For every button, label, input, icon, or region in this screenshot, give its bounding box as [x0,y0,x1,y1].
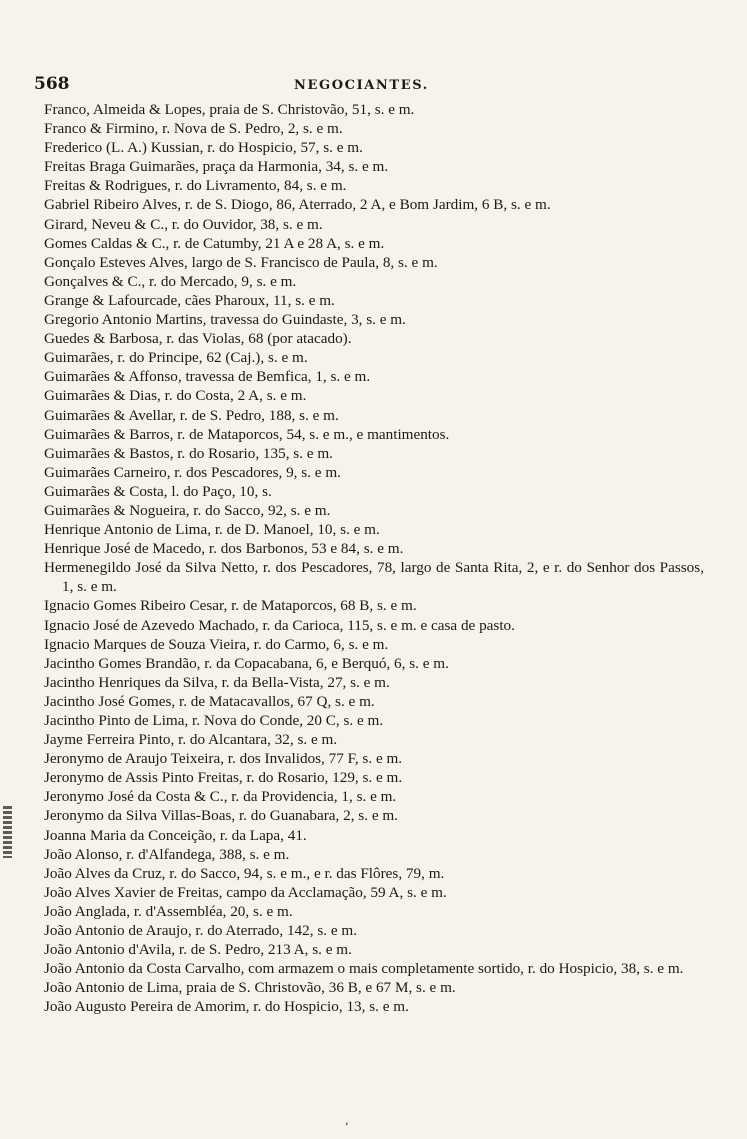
list-item: Franco & Firmino, r. Nova de S. Pedro, 2, s. e m. [44,120,343,138]
list-item: Guimarães & Nogueira, r. do Sacco, 92, s. e m. [44,501,331,519]
list-item: Jacintho Gomes Brandão, r. da Copacabana, 6, e Berquó, 6, s. e m. [44,654,449,672]
list-item: Ignacio Marques de Souza Vieira, r. do Carmo, 6, s. e m. [44,635,389,653]
list-item: Jacintho Pinto de Lima, r. Nova do Conde, 20 C, s. e m. [44,712,384,729]
list-item: João Antonio d'Avila, r. de S. Pedro, 213 A, s. e m. [44,941,352,959]
list-item: Guimarães & Avellar, r. de S. Pedro, 188, s. e m. [44,406,339,424]
list-item: Guimarães, r. do Principe, 62 (Caj.), s. e m. [44,349,308,367]
list-item: João Anglada, r. d'Assembléa, 20, s. e m. [44,902,293,920]
list-item: João Antonio de Lima, praia de S. Christovão, 36 B, e 67 M, s. e m. [44,979,456,997]
list-item: Henrique Antonio de Lima, r. de D. Manoel, 10, s. e m. [44,521,380,539]
list-item: João Alves Xavier de Freitas, campo da Acclamação, 59 A, s. e m. [44,883,447,901]
list-item: João Alves da Cruz, r. do Sacco, 94, s. e m., e r. das Flôres, 79, m. [44,864,445,882]
list-item: Jacintho Henriques da Silva, r. da Bella-Vista, 27, s. e m. [44,673,390,691]
list-item: João Antonio de Araujo, r. do Aterrado, 142, s. e m. [44,922,357,940]
list-item: Girard, Neveu & C., r. do Ouvidor, 38, s. e m. [44,215,323,233]
list-item: Freitas Braga Guimarães, praça da Harmonia, 34, s. e m. [44,158,389,176]
list-item: Franco, Almeida & Lopes, praia de S. Christovão, 51, s. e m. [44,101,415,118]
binding-edge-mark [3,806,12,858]
list-item: Jeronymo de Araujo Teixeira, r. dos Invalidos, 77 F, s. e m. [44,750,403,768]
list-item: Gonçalo Esteves Alves, largo de S. Francisco de Paula, 8, s. e m. [44,253,438,271]
list-item: Guimarães & Affonso, travessa de Bemfica, 1, s. e m. [44,368,371,386]
list-item: Guimarães & Costa, l. do Paço, 10, s. [44,482,272,500]
list-item: Ignacio Gomes Ribeiro Cesar, r. de Mataporcos, 68 B, s. e m. [44,597,417,615]
page-number: 568 [34,74,70,94]
running-head-title: NEGOCIANTES. [294,78,429,93]
list-item: Gabriel Ribeiro Alves, r. de S. Diogo, 86, Aterrado, 2 A, e Bom Jardim, 6 B, s. e m. [44,196,551,214]
list-item: Joanna Maria da Conceição, r. da Lapa, 41. [44,826,307,844]
list-item: Jeronymo José da Costa & C., r. da Providencia, 1, s. e m. [44,788,397,806]
list-item: Guimarães & Barros, r. de Mataporcos, 54, s. e m., e mantimentos. [44,425,450,443]
list-item: João Alonso, r. d'Alfandega, 388, s. e m. [44,845,290,863]
list-item: Gomes Caldas & C., r. de Catumby, 21 A e 28 A, s. e m. [44,234,385,252]
list-item: Gregorio Antonio Martins, travessa do Guindaste, 3, s. e m. [44,311,406,329]
list-item: Freitas & Rodrigues, r. do Livramento, 84, s. e m. [44,177,347,195]
list-item: Guimarães & Bastos, r. do Rosario, 135, s. e m. [44,444,333,462]
list-item: Henrique José de Macedo, r. dos Barbonos, 53 e 84, s. e m. [44,540,404,558]
list-item: Grange & Lafourcade, cães Pharoux, 11, s. e m. [44,291,335,309]
ink-speck: , [345,1113,349,1127]
list-item: Hermenegildo José da Silva Netto, r. dos Pescadores, 78, largo de Santa Rita, 2, e r. do Senhor dos Passos, 1, s. e m. [44,559,704,596]
list-item: Gonçalves & C., r. do Mercado, 9, s. e m. [44,272,297,290]
merchant-list [44,100,704,1017]
list-item: Jeronymo de Assis Pinto Freitas, r. do Rosario, 129, s. e m. [44,769,403,787]
list-item: Guedes & Barbosa, r. das Violas, 68 (por atacado). [44,330,352,348]
list-item: João Antonio da Costa Carvalho, com armazem o mais completamente sortido, r. do Hospicio, 38, s. e m. [44,960,684,978]
list-item: João Augusto Pereira de Amorim, r. do Hospicio, 13, s. e m. [44,998,409,1016]
list-item: Jacintho José Gomes, r. de Matacavallos, 67 Q, s. e m. [44,692,375,710]
list-item: Guimarães Carneiro, r. dos Pescadores, 9, s. e m. [44,463,341,481]
list-item: Ignacio José de Azevedo Machado, r. da Carioca, 115, s. e m. e casa de pasto. [44,616,515,634]
list-item: Jeronymo da Silva Villas-Boas, r. do Guanabara, 2, s. e m. [44,807,398,825]
list-item: Guimarães & Dias, r. do Costa, 2 A, s. e m. [44,387,307,405]
page-header [34,74,494,98]
list-item: Jayme Ferreira Pinto, r. do Alcantara, 32, s. e m. [44,731,338,749]
list-item: Frederico (L. A.) Kussian, r. do Hospicio, 57, s. e m. [44,139,363,157]
